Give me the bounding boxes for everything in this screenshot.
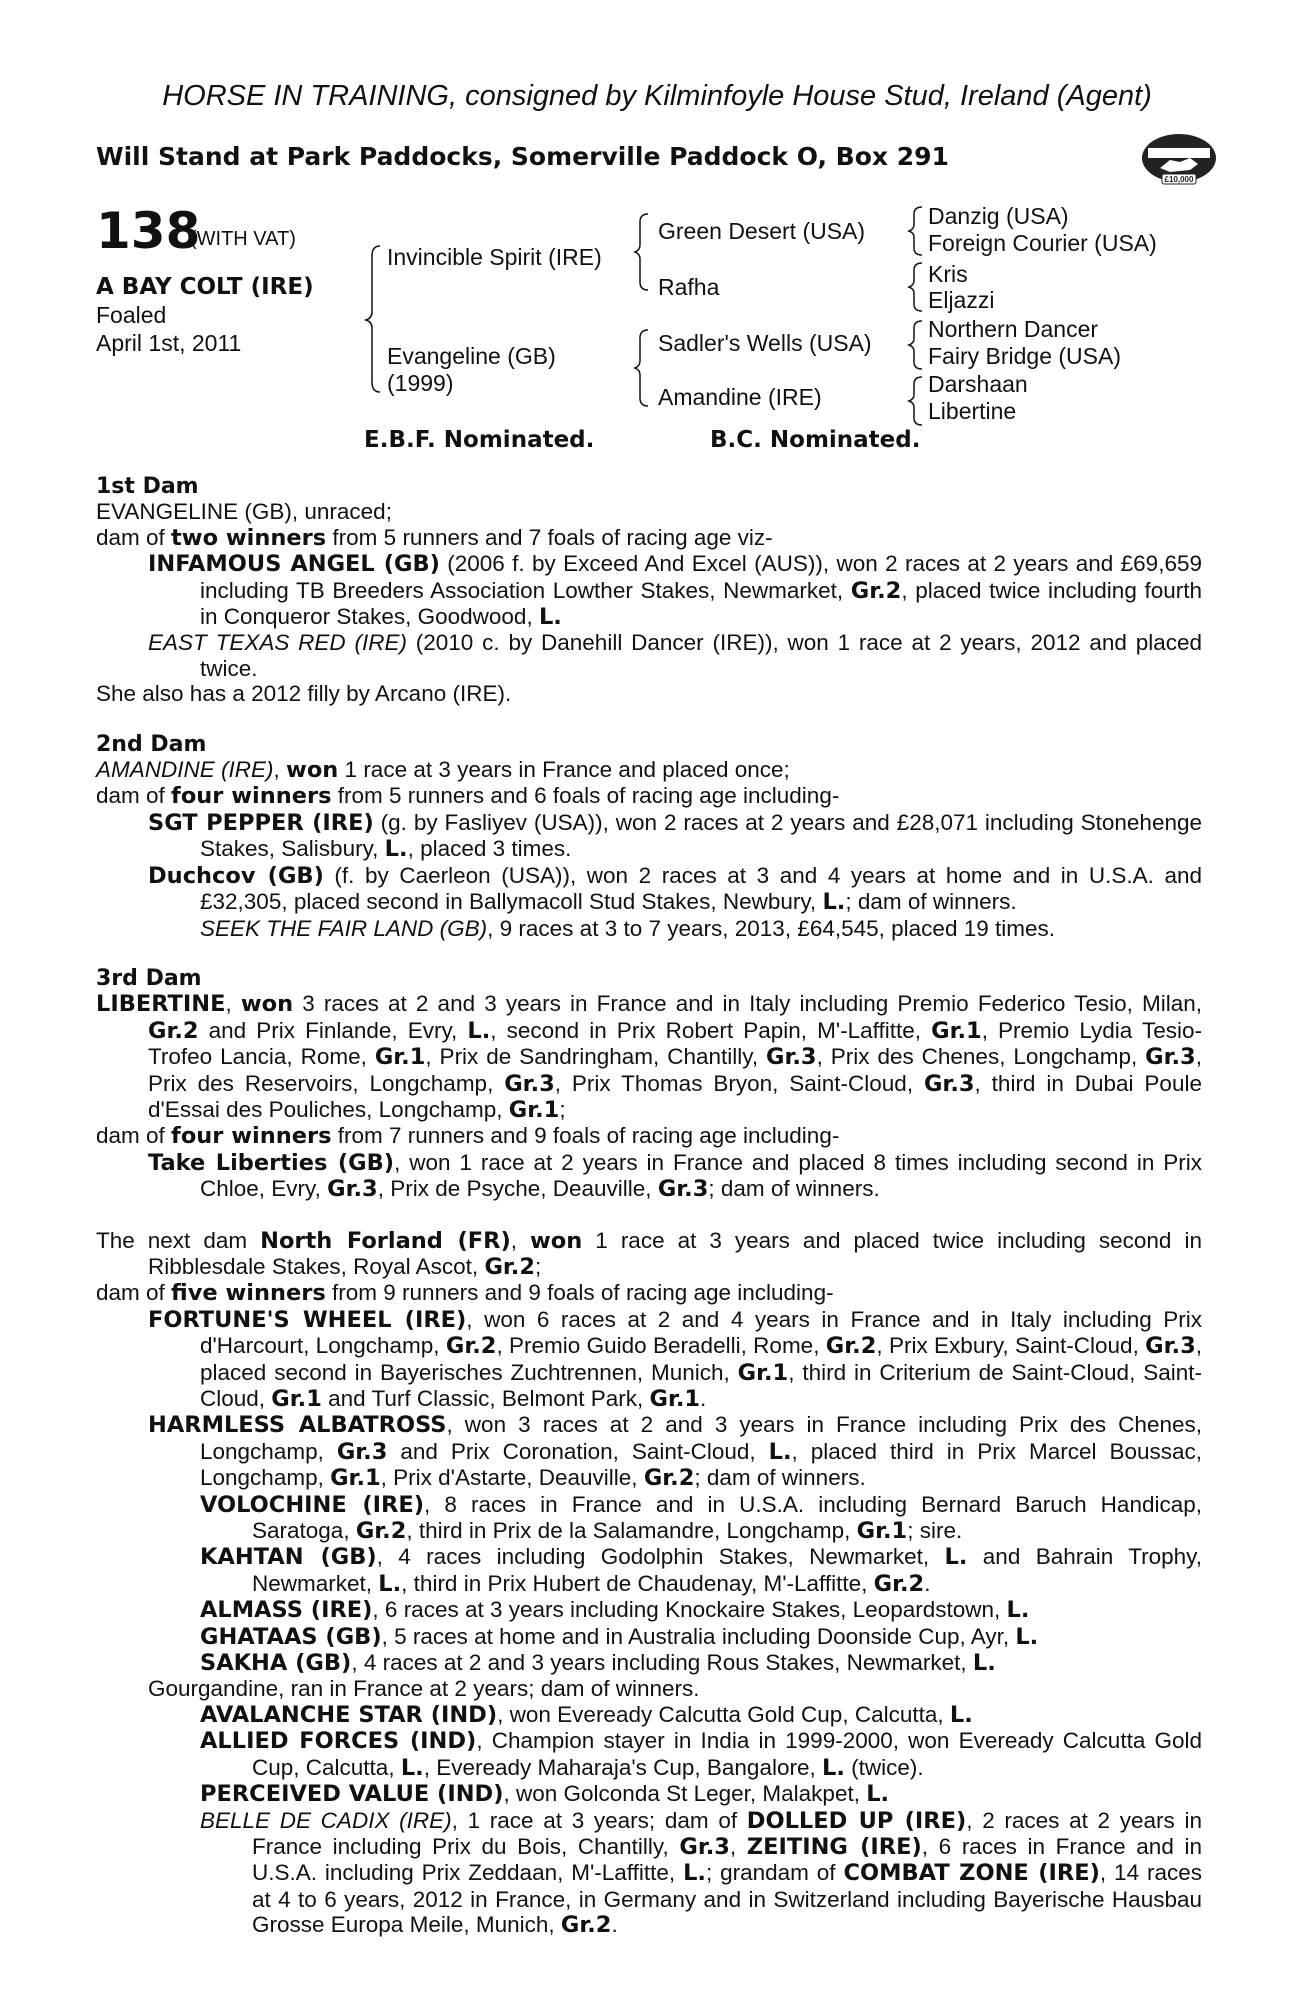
produce-entry: SAKHA (GB), 4 races at 2 and 3 years including Rous Stakes, Newmarket, L. xyxy=(200,1650,996,1677)
first-dam-line: EVANGELINE (GB), unraced; xyxy=(96,499,392,525)
produce-entry: AVALANCHE STAR (IND), won Eveready Calcutta Gold Cup, Calcutta, L. xyxy=(200,1701,973,1728)
stand-location: Will Stand at Park Paddocks, Somerville Paddock O, Box 291 xyxy=(96,142,949,171)
ebf-nomination: E.B.F. Nominated. xyxy=(364,427,595,453)
dam: Evangeline (GB) xyxy=(387,343,556,369)
badge-text: £10,000 xyxy=(1164,175,1194,184)
vat-note: (WITH VAT) xyxy=(190,228,296,250)
produce-entry: ALLIED FORCES (IND), Champion stayer in India in 1999-2000, won Eveready Calcutta Gold Cup, Calcutta, L., Eveready Maharaja's Cup, Bangalore, L. (twice). xyxy=(200,1728,1203,1781)
third-dam-heading: 3rd Dam xyxy=(96,965,202,991)
produce-record xyxy=(96,474,1202,1939)
first-dam-heading: 1st Dam xyxy=(96,474,199,499)
dam-dam: Amandine (IRE) xyxy=(658,384,822,410)
gg-5: Northern Dancer xyxy=(928,316,1099,342)
produce-entry: VOLOCHINE (IRE), 8 races in France and in U.S.A. including Bernard Baruch Handicap, Saratoga, Gr.2, third in Prix de la Salamandre, Longchamp, Gr.1; sire. xyxy=(200,1491,1202,1545)
pedigree-brackets xyxy=(0,0,1314,440)
first-dam-note: She also has a 2012 filly by Arcano (IRE). xyxy=(96,681,512,707)
next-dam-line: The next dam North Forland (FR), won 1 race at 3 years and placed twice including second in Ribblesdale Stakes, Royal Ascot, Gr.2; xyxy=(96,1227,1202,1280)
produce-entry: Take Liberties (GB), won 1 race at 2 years in France and placed 8 times including second in Prix Chloe, Evry, Gr.3, Prix de Psyche, Deauville, Gr.3; dam of winners. xyxy=(148,1149,1202,1203)
foaled-date: April 1st, 2011 xyxy=(96,330,242,356)
gg-6: Fairy Bridge (USA) xyxy=(928,343,1121,369)
produce-entry: Gourgandine, ran in France at 2 years; dam of winners. xyxy=(148,1676,700,1702)
produce-entry: BELLE DE CADIX (IRE), 1 race at 3 years; dam of DOLLED UP (IRE), 2 races at 2 years in France including Prix du Bois, Chantilly, Gr.3, ZEITING (IRE), 6 races in France and in U.S.A. including Prix Zeddaan, M'-Laffitte, L.; grandam of COMBAT ZONE (IRE), 14 races at 4 to 6 years, 2012 in France, in Germany and in Switzerland including Bayerische Hausbau Grosse Europa Meile, Munich, Gr.2. xyxy=(200,1807,1202,1939)
produce-entry: SGT PEPPER (IRE) (g. by Fasliyev (USA)), won 2 races at 2 years and £28,071 including Stonehenge Stakes, Salisbury, L., placed 3 times. xyxy=(148,809,1202,863)
third-dam-summary: dam of four winners from 7 runners and 9 foals of racing age including- xyxy=(96,1123,840,1150)
next-dam-summary: dam of five winners from 9 runners and 9 foals of racing age including- xyxy=(96,1280,834,1307)
produce-entry: Duchcov (GB) (f. by Caerleon (USA)), won 2 races at 3 and 4 years at home and in U.S.A. and £32,305, placed second in Ballymacoll Stud Stakes, Newbury, L.; dam of winners. xyxy=(148,862,1203,916)
gg-2: Foreign Courier (USA) xyxy=(928,230,1157,256)
gg-7: Darshaan xyxy=(928,371,1028,397)
bc-nomination: B.C. Nominated. xyxy=(710,427,921,453)
produce-entry: ALMASS (IRE), 6 races at 3 years including Knockaire Stakes, Leopardstown, L. xyxy=(200,1597,1030,1624)
gg-3: Kris xyxy=(928,261,968,287)
dam-sire: Sadler's Wells (USA) xyxy=(658,330,872,356)
dam-year: (1999) xyxy=(387,370,454,396)
produce-entry: FORTUNE'S WHEEL (IRE), won 6 races at 2 and 4 years in France and in Italy including Prix d'Harcourt, Longchamp, Gr.2, Premio Guido Beradelli, Rome, Gr.2, Prix Exbury, Saint-Cloud, Gr.3, placed second in Bayerisches Zuchtrennen, Munich, Gr.1, third in Criterium de Saint-Cloud, Saint-Cloud, Gr.1 and Turf Classic, Belmont Park, Gr.1. xyxy=(148,1306,1202,1412)
second-dam-summary: dam of four winners from 5 runners and 6 foals of racing age including- xyxy=(96,783,840,810)
produce-entry: HARMLESS ALBATROSS, won 3 races at 2 and 3 years in France including Prix des Chenes, Longchamp, Gr.3 and Prix Coronation, Saint-Cloud, L., placed third in Prix Marcel Boussac, Longchamp, Gr.1, Prix d'Astarte, Deauville, Gr.2; dam of winners. xyxy=(148,1412,1203,1492)
gg-1: Danzig (USA) xyxy=(928,203,1069,229)
gg-8: Libertine xyxy=(928,398,1017,424)
foaled-label: Foaled xyxy=(96,302,167,328)
page-title: HORSE IN TRAINING, consigned by Kilminfoyle House Stud, Ireland (Agent) xyxy=(162,80,1152,112)
lot-description: A BAY COLT (IRE) xyxy=(96,274,314,300)
produce-entry: GHATAAS (GB), 5 races at home and in Australia including Doonside Cup, Ayr, L. xyxy=(200,1623,1039,1650)
second-dam-heading: 2nd Dam xyxy=(96,731,207,757)
sire-sire: Green Desert (USA) xyxy=(658,218,866,244)
third-dam-line: LIBERTINE, won 3 races at 2 and 3 years in France and in Italy including Premio Federico Tesio, Milan, Gr.2 and Prix Finlande, Evry, L., second in Prix Robert Papin, M'-Laffitte, Gr.1, Premio Lydia Tesio-Trofeo Lancia, Rome, Gr.1, Prix de Sandringham, Chantilly, Gr.3, Prix des Chenes, Longchamp, Gr.3, Prix des Reservoirs, Longchamp, Gr.3, Prix Thomas Bryon, Saint-Cloud, Gr.3, third in Dubai Poule d'Essai des Pouliches, Longchamp, Gr.1; xyxy=(96,991,1203,1123)
produce-entry: EAST TEXAS RED (IRE) (2010 c. by Danehill Dancer (IRE)), won 1 race at 2 years, 2012 and placed twice. xyxy=(148,630,1202,681)
first-dam-summary: dam of two winners from 5 runners and 7 foals of racing age viz- xyxy=(96,524,773,551)
lot-number: 138 xyxy=(96,202,201,260)
gg-4: Eljazzi xyxy=(928,287,995,313)
second-dam-line: AMANDINE (IRE), won 1 race at 3 years in France and placed once; xyxy=(96,757,790,784)
produce-entry: INFAMOUS ANGEL (GB) (2006 f. by Exceed And Excel (AUS)), won 2 races at 2 years and £69,659 including TB Breeders Association Lowther Stakes, Newmarket, Gr.2, placed twice including fourth in Conqueror Stakes, Goodwood, L. xyxy=(148,551,1202,631)
produce-entry: SEEK THE FAIR LAND (GB), 9 races at 3 to 7 years, 2013, £64,545, placed 19 times. xyxy=(200,915,1055,941)
produce-entry: PERCEIVED VALUE (IND), won Golconda St Leger, Malakpet, L. xyxy=(200,1781,890,1808)
sire-dam: Rafha xyxy=(658,274,720,300)
produce-entry: KAHTAN (GB), 4 races including Godolphin Stakes, Newmarket, L. and Bahrain Trophy, Newmarket, L., third in Prix Hubert de Chaudenay, M'-Laffitte, Gr.2. xyxy=(200,1544,1203,1597)
sire: Invincible Spirit (IRE) xyxy=(387,244,602,270)
